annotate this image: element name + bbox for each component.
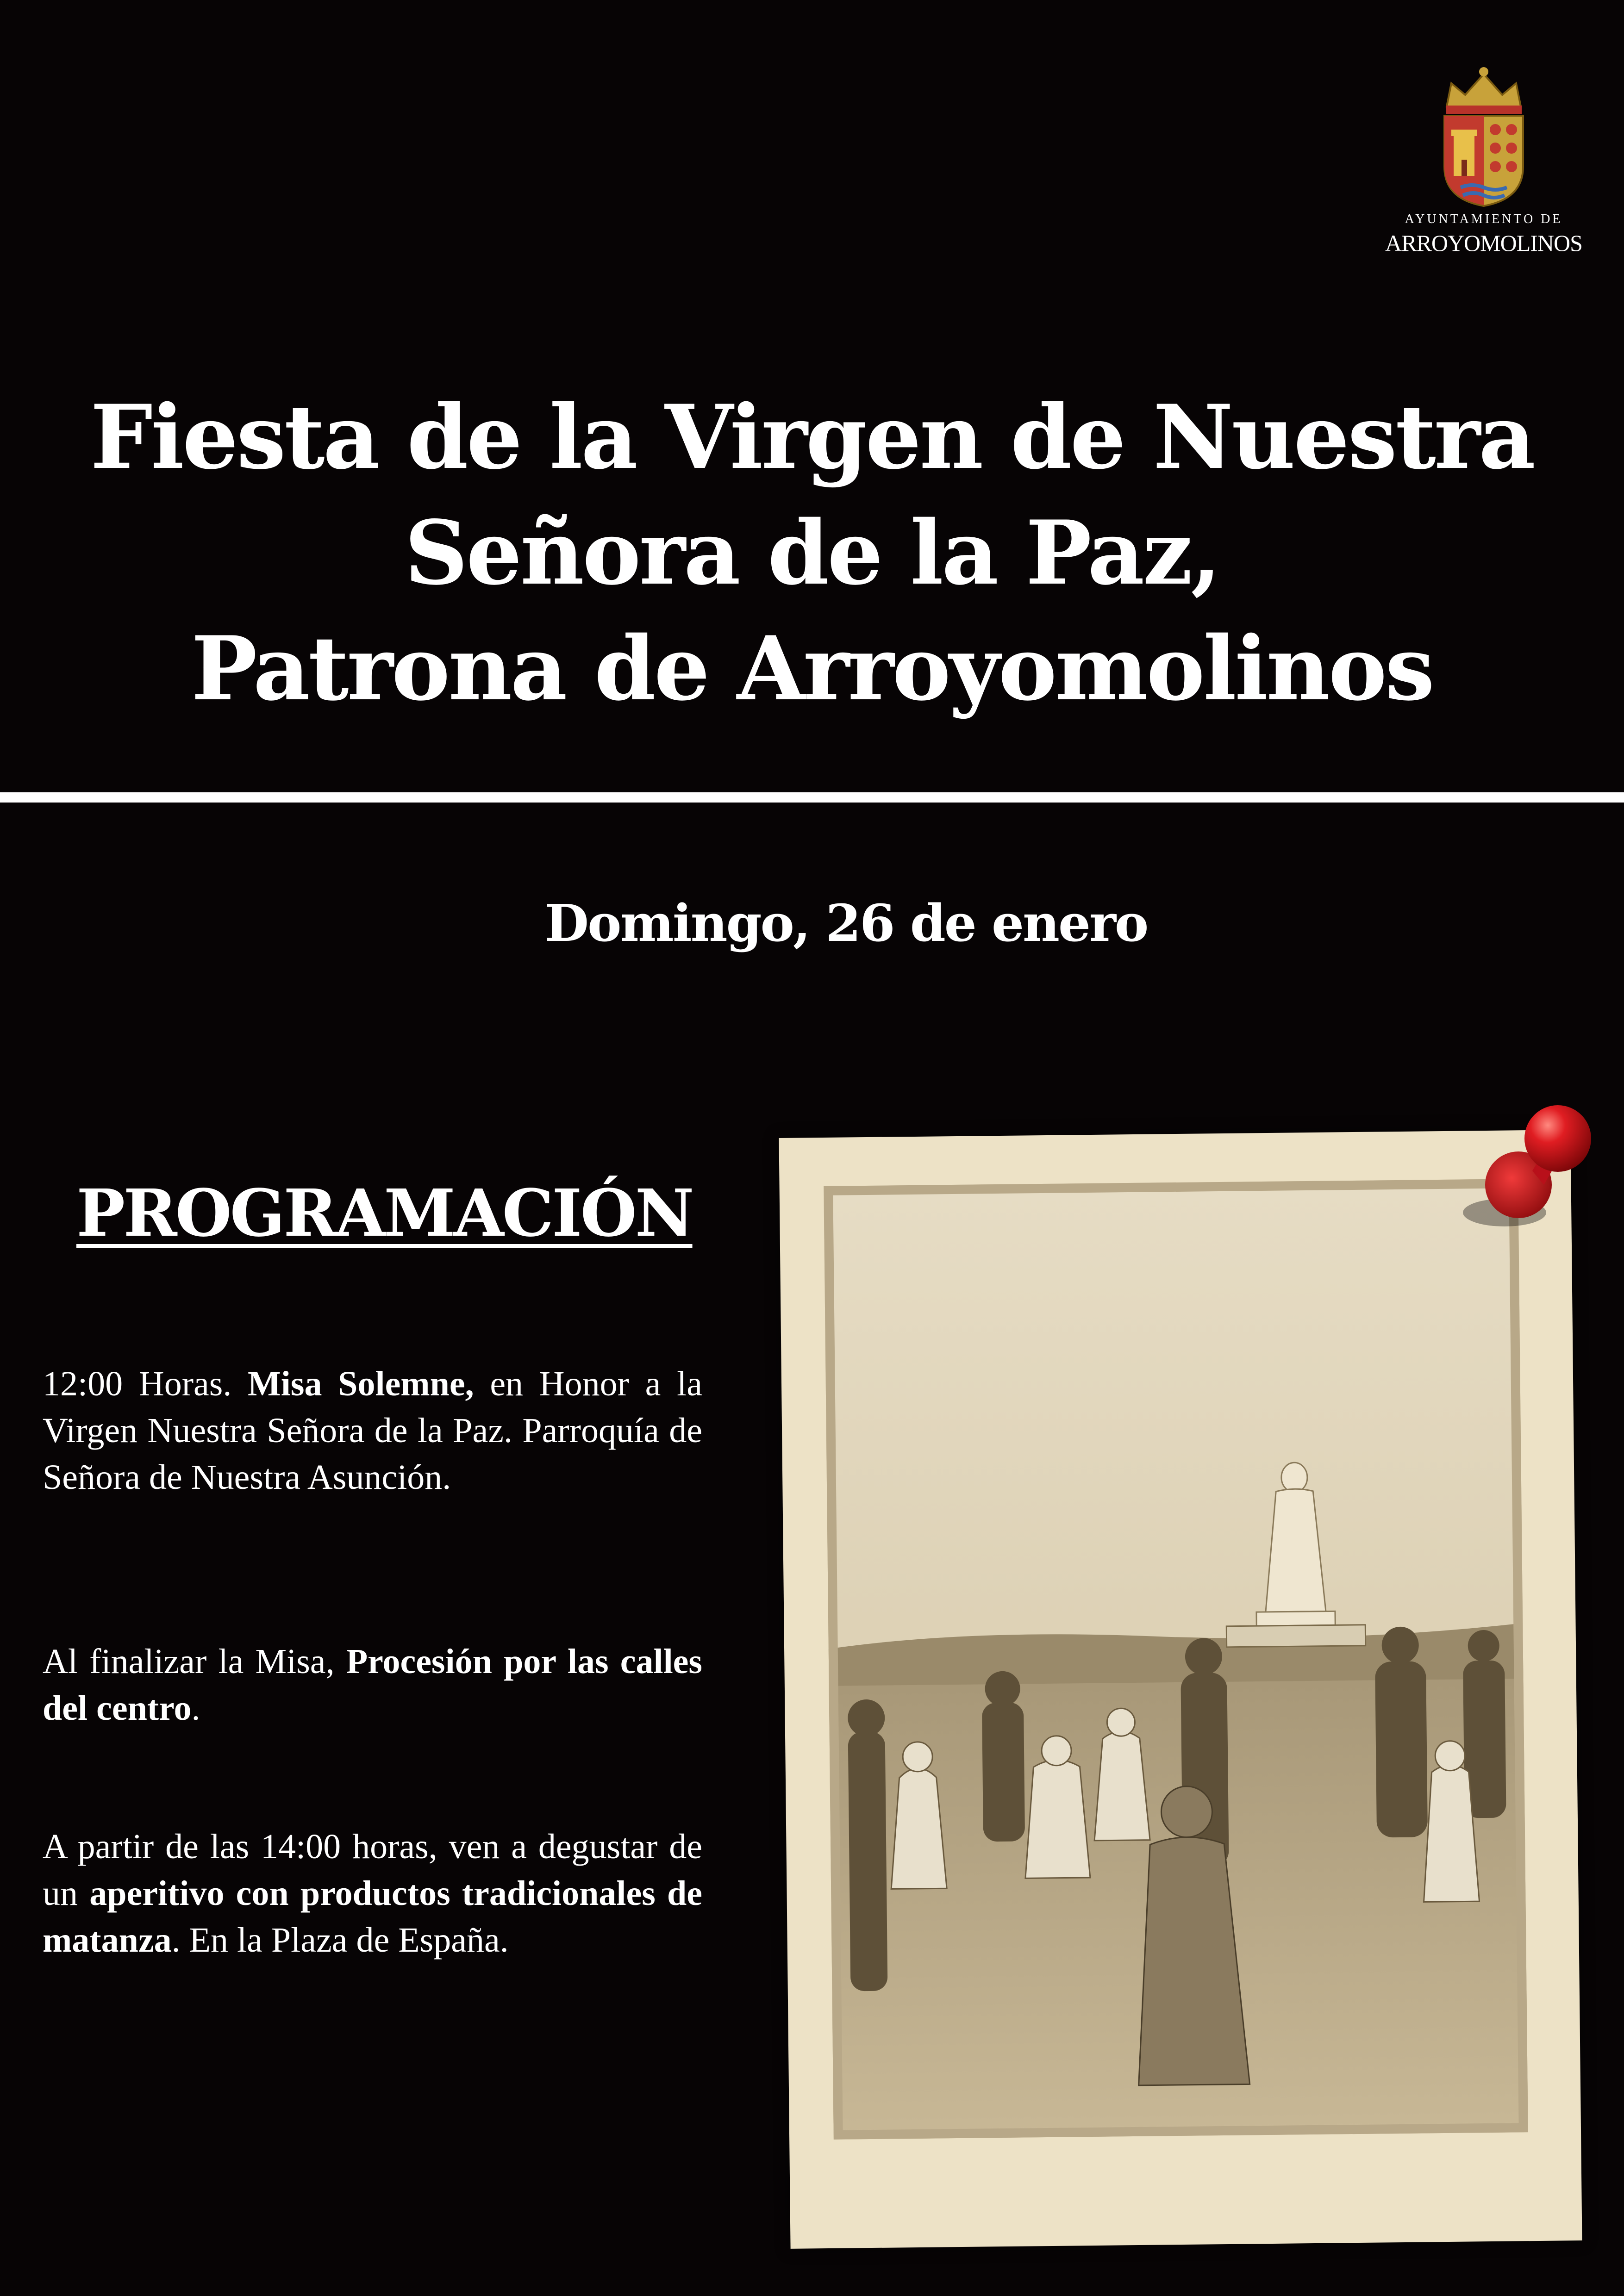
red-pushpin-icon — [1463, 1097, 1593, 1236]
vintage-photo — [785, 1134, 1576, 2245]
programme-heading: PROGRAMACIÓN — [76, 1176, 693, 1251]
item-text: 12:00 Horas. — [43, 1364, 248, 1403]
procession-illustration — [824, 1179, 1528, 2140]
item-text: . En la Plaza de España. — [171, 1921, 509, 1960]
item-highlight: Misa Solemne, — [248, 1364, 474, 1403]
coat-of-arms-icon — [1433, 65, 1535, 208]
item-text: Al finalizar la Misa, — [43, 1642, 346, 1681]
municipality-logo — [1377, 65, 1590, 259]
programme-item-mass — [43, 1361, 702, 1501]
programme-item-procession — [43, 1638, 702, 1732]
page-title — [0, 380, 1624, 727]
programme-item-aperitivo — [43, 1823, 702, 1964]
divider — [0, 792, 1624, 803]
procession-photo — [824, 1179, 1528, 2140]
item-text: . — [191, 1689, 200, 1728]
item-highlight: aperitivo con productos tradicionales de matanza — [43, 1874, 703, 1960]
logo-text-small: AYUNTAMIENTO DE — [1405, 212, 1563, 226]
item-highlight: Procesión por las calles del centro — [43, 1642, 702, 1728]
item-text: A partir de las 14:00 horas, ven a degustar de un — [43, 1827, 702, 1913]
title-line-3: Patrona de Arroyomolinos — [191, 617, 1433, 720]
event-date: Domingo, 26 de enero — [544, 893, 1148, 953]
title-line-2: Señora de la Paz, — [404, 501, 1220, 604]
logo-text-big: ARROYOMOLINOS — [1385, 230, 1582, 256]
item-text: en Honor a la Virgen Nuestra Señora de la Paz. Parroquía de Señora de Nuestra Asunción. — [43, 1364, 702, 1497]
title-line-1: Fiesta de la Virgen de Nuestra — [90, 386, 1534, 489]
